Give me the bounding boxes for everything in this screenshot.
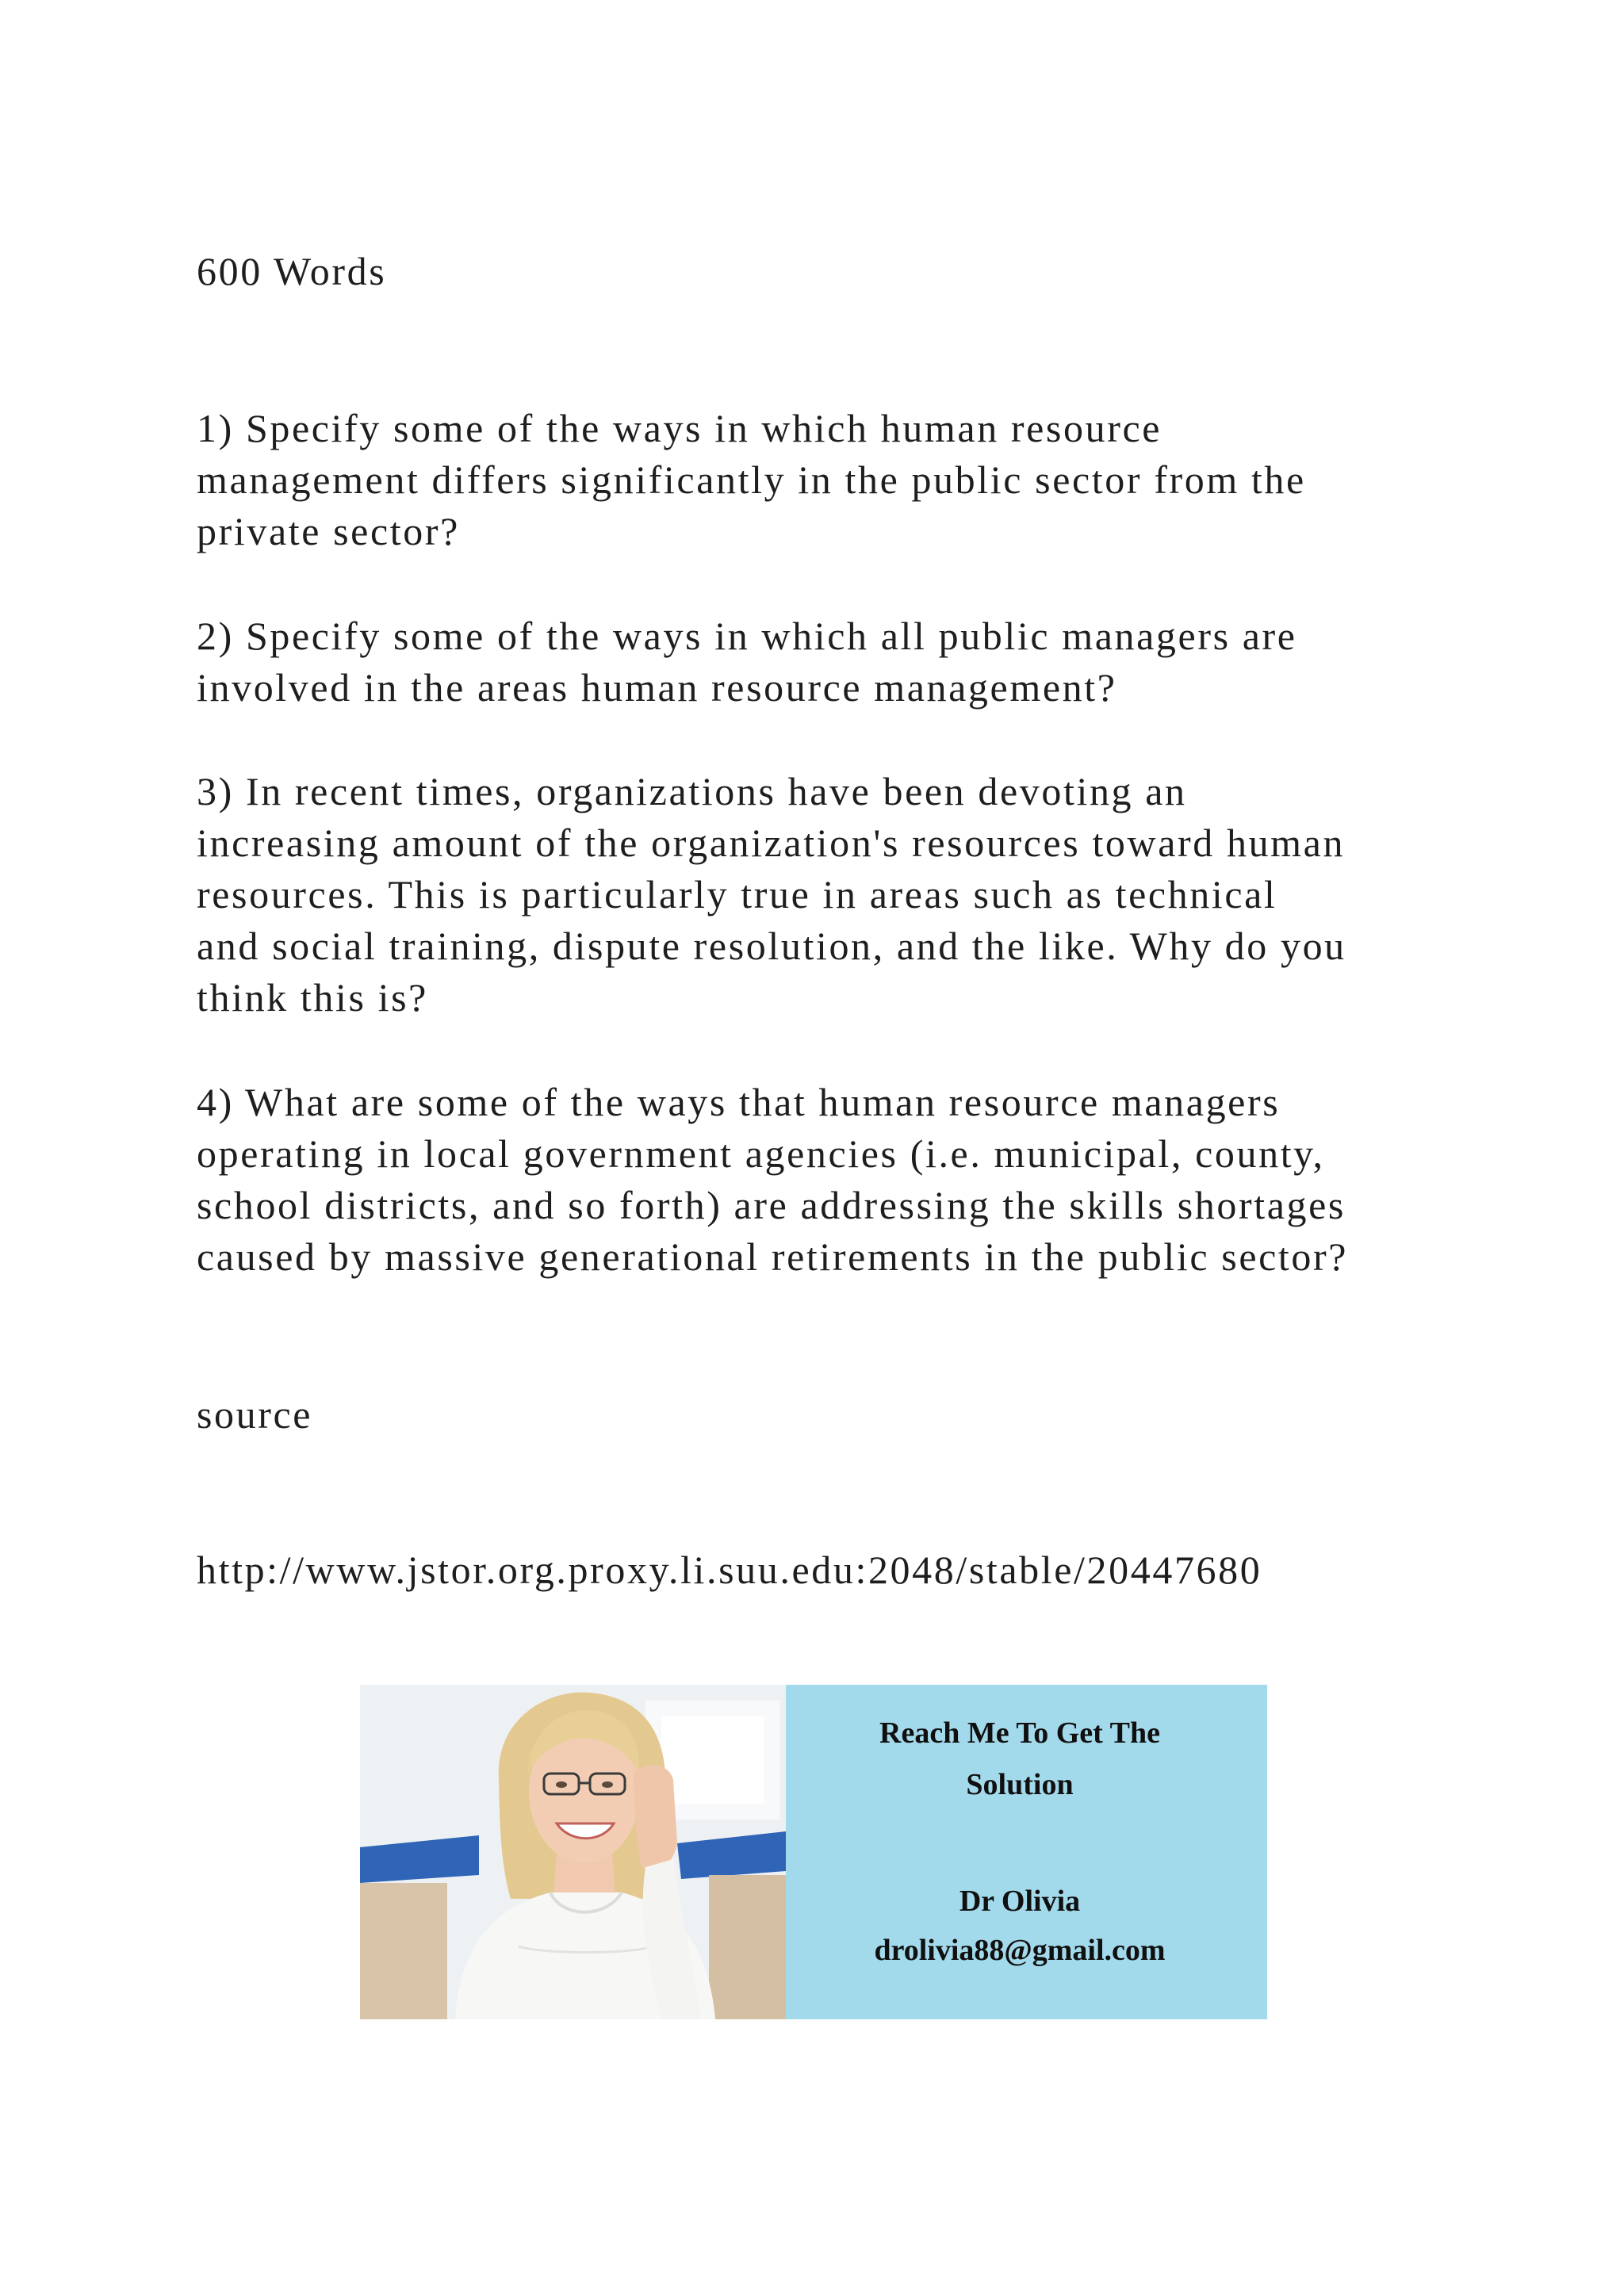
contact-card: [786, 1685, 1267, 2019]
woman-with-glasses-illustration: [360, 1685, 786, 2019]
question-1-line-2: management differs significantly in the public sector from the: [197, 457, 1306, 502]
question-4: [197, 1077, 1348, 1283]
question-1-line-3: private sector?: [197, 509, 460, 553]
question-2-line-1: 2) Specify some of the ways in which all public managers are: [197, 614, 1297, 658]
question-1: [197, 403, 1306, 557]
question-1-line-1: 1) Specify some of the ways in which human resource: [197, 406, 1162, 450]
woman-photo: [360, 1685, 786, 2019]
source-label: source: [197, 1392, 313, 1437]
contact-email: drolivia88@gmail.com: [874, 1934, 1166, 1967]
contact-banner: [360, 1685, 1267, 2019]
source-url: http://www.jstor.org.proxy.li.suu.edu:2048/stable/20447680: [197, 1548, 1262, 1592]
question-3-line-4: and social training, dispute resolution, and the like. Why do you: [197, 924, 1346, 968]
question-4-line-3: school districts, and so forth) are addressing the skills shortages: [197, 1183, 1346, 1227]
question-3-line-5: think this is?: [197, 975, 428, 1020]
contact-name: Dr Olivia: [959, 1885, 1081, 1918]
question-2-line-2: involved in the areas human resource management?: [197, 665, 1117, 710]
word-count-heading: 600 Words: [197, 249, 387, 293]
question-4-line-1: 4) What are some of the ways that human resource managers: [197, 1080, 1281, 1124]
question-4-line-4: caused by massive generational retirements in the public sector?: [197, 1234, 1349, 1279]
question-2: [197, 610, 1297, 714]
question-3: [197, 766, 1346, 1024]
question-3-line-3: resources. This is particularly true in areas such as technical: [197, 872, 1277, 916]
card-title-line-2: Solution: [966, 1768, 1074, 1801]
question-3-line-1: 3) In recent times, organizations have been devoting an: [197, 769, 1187, 813]
question-4-line-2: operating in local government agencies (i.e. municipal, county,: [197, 1131, 1325, 1176]
question-3-line-2: increasing amount of the organization's resources toward human: [197, 821, 1346, 865]
card-title-line-1: Reach Me To Get The: [879, 1716, 1160, 1750]
